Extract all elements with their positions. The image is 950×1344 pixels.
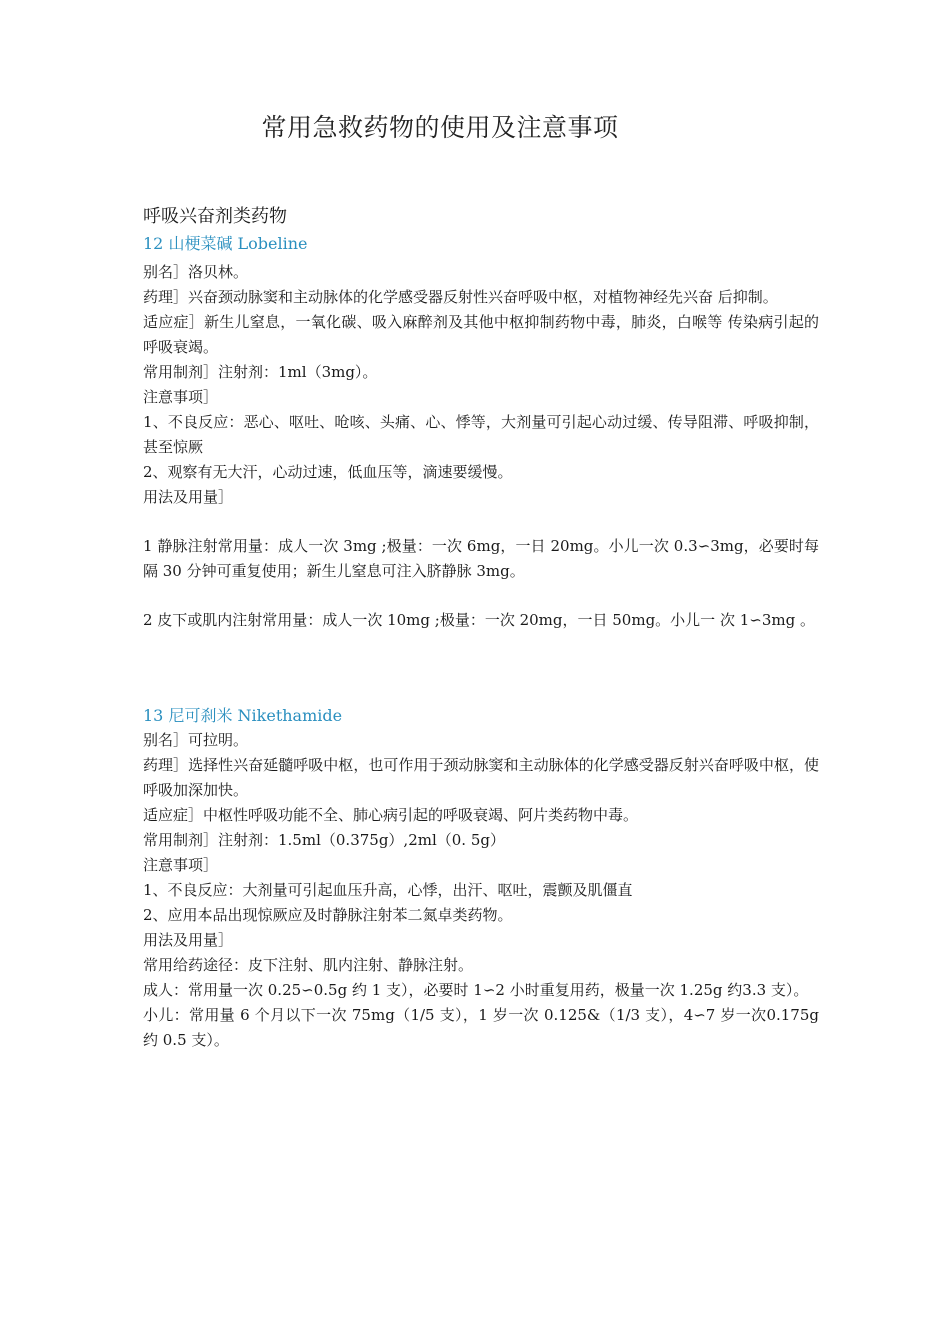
precautions-label: 注意事项］ (143, 388, 219, 406)
precaution-item: 2、应用本品出现惊厥应及时静脉注射苯二氮卓类药物。 (143, 906, 513, 924)
pharmacology-text: 药理］选择性兴奋延髓呼吸中枢，也可作用于颈动脉窦和主动脉体的化学感受器反射兴奋呼吸中枢，使呼吸加深加快。 (143, 756, 819, 799)
indication-text: 适应症］中枢性呼吸功能不全、肺心病引起的呼吸衰竭、阿片类药物中毒。 (143, 806, 639, 824)
document-title: 常用急救药物的使用及注意事项 (261, 113, 619, 142)
category-heading: 呼吸兴奋剂类药物 (143, 206, 287, 227)
route-text: 常用给药途径：皮下注射、肌内注射、静脉注射。 (143, 956, 474, 974)
drug-section-lobeline (143, 231, 819, 633)
document-body (143, 203, 819, 1053)
adult-dose-text: 成人：常用量一次 0.25∽0.5g 约 1 支），必要时 1∽2 小时重复用药，极量一次 1.25g 约3.3 支）。 (143, 981, 809, 999)
precautions-label: 注意事项］ (143, 856, 219, 874)
precaution-item: 2、观察有无大汗，心动过速，低血压等，滴速要缓慢。 (143, 463, 513, 481)
usage-item: 2 皮下或肌内注射常用量：成人一次 10mg ;极量：一次 20mg，一日 50mg。小儿一 次 1∽3mg 。 (143, 611, 815, 629)
usage-label: 用法及用量］ (143, 931, 234, 949)
indication-text: 适应症］新生儿窒息，一氧化碳、吸入麻醉剂及其他中枢抑制药物中毒，肺炎，白喉等 传染病引起的呼吸衰竭。 (143, 313, 819, 356)
precaution-item: 1、不良反应：恶心、呕吐、呛咳、头痛、心、悸等，大剂量可引起心动过缓、传导阻滞、呼吸抑制，甚至惊厥 (143, 413, 819, 456)
preparation-text: 常用制剂］注射剂：1ml（3mg）。 (143, 363, 378, 381)
preparation-text: 常用制剂］注射剂：1.5ml（0.375g）,2ml（0. 5g） (143, 831, 505, 849)
child-dose-text: 小儿：常用量 6 个月以下一次 75mg（1/5 支），1 岁一次 0.125&（1/3 支），4∽7 岁一次0.175g 约 0.5 支）。 (143, 1006, 819, 1049)
drug-section-nikethamide (143, 703, 819, 1053)
alias-text: 别名］可拉明。 (143, 731, 249, 749)
drug-heading-lobeline: 12 山梗菜碱 Lobeline (143, 234, 308, 253)
alias-text: 别名］洛贝林。 (143, 263, 249, 281)
usage-item: 1 静脉注射常用量：成人一次 3mg ;极量：一次 6mg，一日 20mg。小儿一次 0.3∽3mg，必要时每隔 30 分钟可重复使用；新生儿窒息可注入脐静脉 3mg。 (143, 537, 819, 580)
precaution-item: 1、不良反应：大剂量可引起血压升高，心悸，出汗、呕吐，震颤及肌僵直 (143, 881, 633, 899)
drug-heading-nikethamide: 13 尼可刹米 Nikethamide (143, 706, 343, 725)
usage-label: 用法及用量］ (143, 488, 234, 506)
pharmacology-text: 药理］兴奋颈动脉窦和主动脉体的化学感受器反射性兴奋呼吸中枢，对植物神经先兴奋 后抑制。 (143, 288, 778, 306)
